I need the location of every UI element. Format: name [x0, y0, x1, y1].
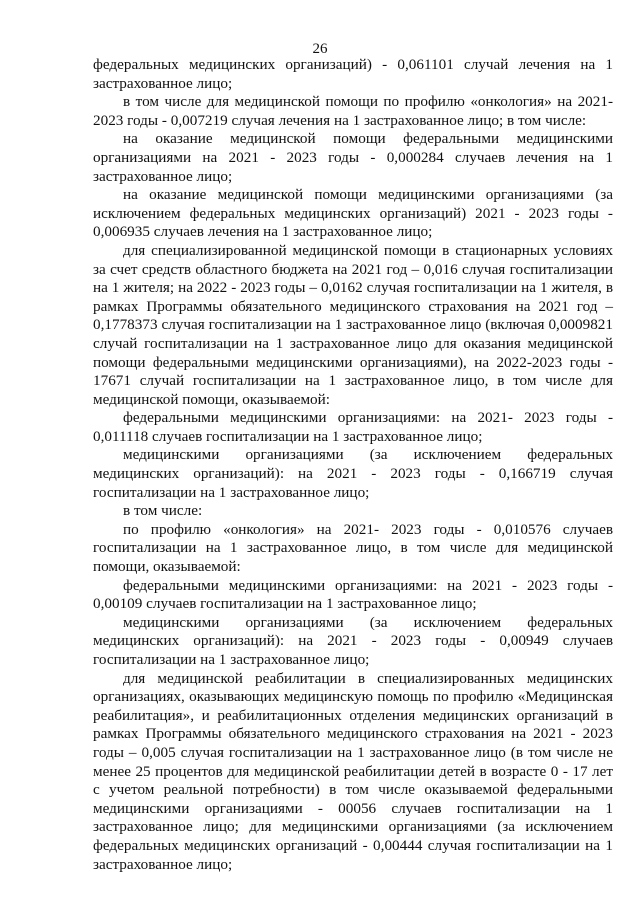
paragraph-2: в том числе для медицинской помощи по профилю «онкология» на 2021-2023 годы - 0,007219 случая лечения на 1 застрахованное лицо; в том числе: [93, 93, 613, 129]
paragraph-4: на оказание медицинской помощи медицинскими организациями (за исключением федеральных медицинских организаций) 2021 - 2023 годы - 0,006935 случаев лечения на 1 застрахованное лицо; [93, 186, 613, 241]
paragraph-1: федеральных медицинских организаций) - 0,061101 случай лечения на 1 застрахованное лицо; [93, 56, 613, 92]
paragraph-11: медицинскими организациями (за исключением федеральных медицинских организаций): на 2021 - 2023 годы - 0,00949 случаев госпитализации на 1 застрахованное лицо; [93, 613, 613, 668]
paragraph-12: для медицинской реабилитации в специализированных медицинских организациях, оказывающих медицинскую помощь по профилю «Медицинская реабилитация», и реабилитационных отделения медицинских организаций в рамках Программы обязательного медицинского страхования на 2021 - 2023 годы – 0,005 случая госпитализации на 1 застрахованное лицо (в том числе не менее 25 процентов для медицинской реабилитации детей в возрасте 0 - 17 лет с учетом реальной потребности) в том числе оказываемой федеральными медицинскими организациями - 00056 случаев госпитализации на 1 застрахованное лицо; для медицинскими организациями (за исключением федеральных медицинских организаций - 0,00444 случая госпитализации на 1 застрахованное лицо; [93, 669, 613, 873]
paragraph-9: по профилю «онкология» на 2021- 2023 годы - 0,010576 случаев госпитализации на 1 застрахованное лицо, в том числе для медицинской помощи, оказываемой: [93, 520, 613, 576]
document-body [93, 56, 613, 874]
page-number: 26 [312, 41, 328, 57]
paragraph-5: для специализированной медицинской помощи в стационарных условиях за счет средств областного бюджета на 2021 год – 0,016 случая госпитализации на 1 жителя; на 2022 - 2023 годы – 0,0162 случая госпитализации на 1 жителя, в рамках Программы обязательного медицинского страхования на 2021 год – 0,1778373 случая госпитализации на 1 застрахованное лицо (включая 0,0009821 случай госпитализации на 1 застрахованное лицо для оказания медицинской помощи федеральными медицинскими организациями), на 2022-2023 годы - 17671 случай госпитализации на 1 застрахованное лицо, в том числе для медицинской помощи, оказываемой: [93, 241, 613, 408]
paragraph-3: на оказание медицинской помощи федеральными медицинскими организациями на 2021 - 2023 годы - 0,000284 случаев лечения на 1 застрахованное лицо; [93, 130, 613, 185]
paragraph-8: в том числе: [123, 502, 203, 520]
paragraph-10: федеральными медицинскими организациями: на 2021 - 2023 годы - 0,00109 случаев госпитализации на 1 застрахованное лицо; [93, 576, 613, 613]
paragraph-7: медицинскими организациями (за исключением федеральных медицинских организаций): на 2021 - 2023 годы - 0,166719 случая госпитализации на 1 застрахованное лицо; [93, 446, 613, 501]
paragraph-6: федеральными медицинскими организациями: на 2021- 2023 годы - 0,011118 случаев госпитализации на 1 застрахованное лицо; [93, 409, 613, 445]
